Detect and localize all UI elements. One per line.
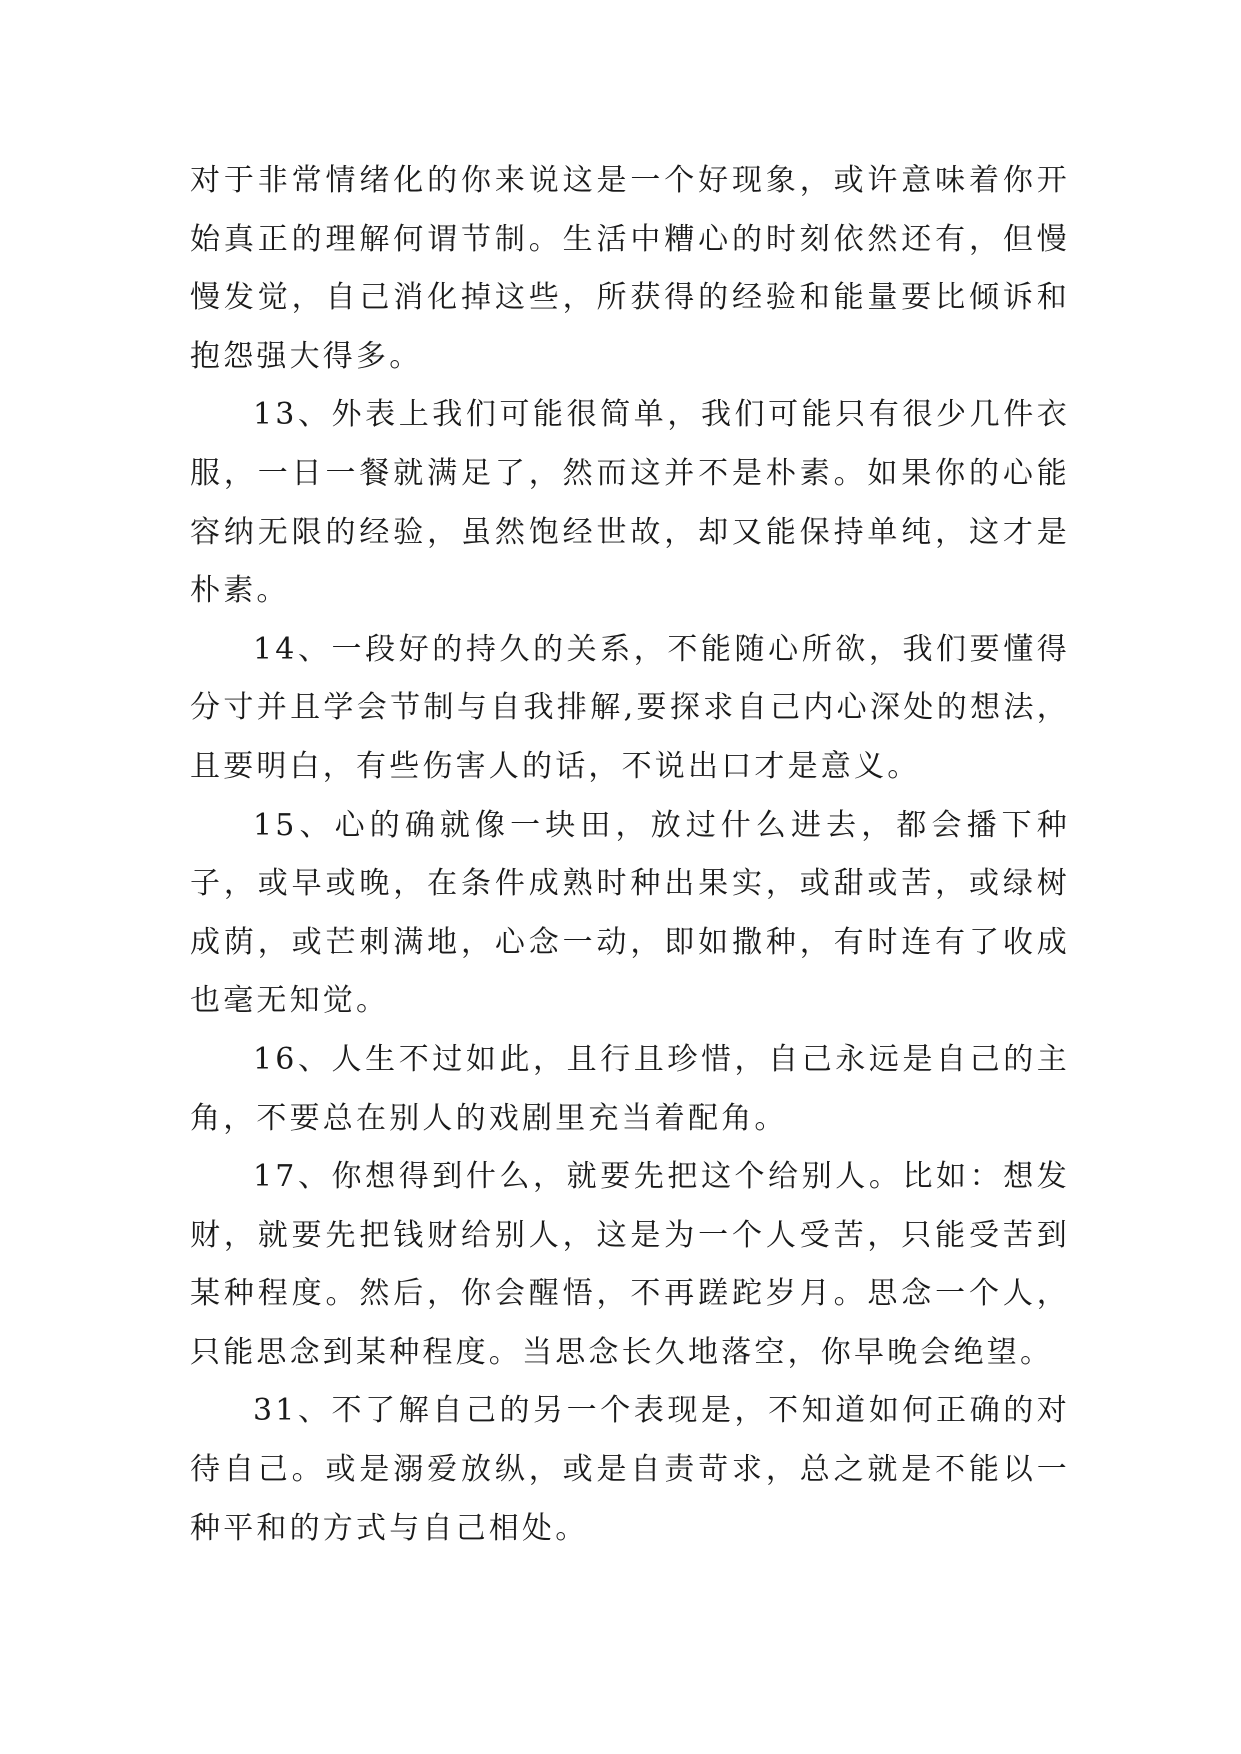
paragraph-continuation: 对于非常情绪化的你来说这是一个好现象，或许意味着你开始真正的理解何谓节制。生活中糟心的时刻依然还有，但慢慢发觉，自己消化掉这些，所获得的经验和能量要比倾诉和抱怨强大得多。 <box>190 163 1070 374</box>
paragraph-13: 13、外表上我们可能很简单，我们可能只有很少几件衣服，一日一餐就满足了，然而这并不是朴素。如果你的心能容纳无限的经验，虽然饱经世故，却又能保持单纯，这才是朴素。 <box>190 397 1070 609</box>
paragraph-17: 17、你想得到什么，就要先把这个给别人。比如：想发财，就要先把钱财给别人，这是为一个人受苦，只能受苦到某种程度。然后，你会醒悟，不再蹉跎岁月。思念一个人，只能思念到某种程度。当思念长久地落空，你早晚会绝望。 <box>190 1159 1070 1370</box>
paragraph-14: 14、一段好的持久的关系，不能随心所欲，我们要懂得分寸并且学会节制与自我排解,要探求自己内心深处的想法，且要明白，有些伤害人的话，不说出口才是意义。 <box>190 631 1070 784</box>
paragraph-16: 16、人生不过如此，且行且珍惜，自己永远是自己的主角，不要总在别人的戏剧里充当着配角。 <box>190 1041 1070 1136</box>
paragraph-15: 15、心的确就像一块田，放过什么进去，都会播下种子，或早或晚，在条件成熟时种出果实，或甜或苦，或绿树成荫，或芒刺满地，心念一动，即如撒种，有时连有了收成也毫无知觉。 <box>190 807 1070 1019</box>
paragraph-31: 31、不了解自己的另一个表现是，不知道如何正确的对待自己。或是溺爱放纵，或是自责苛求，总之就是不能以一种平和的方式与自己相处。 <box>190 1393 1070 1546</box>
document-body <box>190 152 1070 1558</box>
